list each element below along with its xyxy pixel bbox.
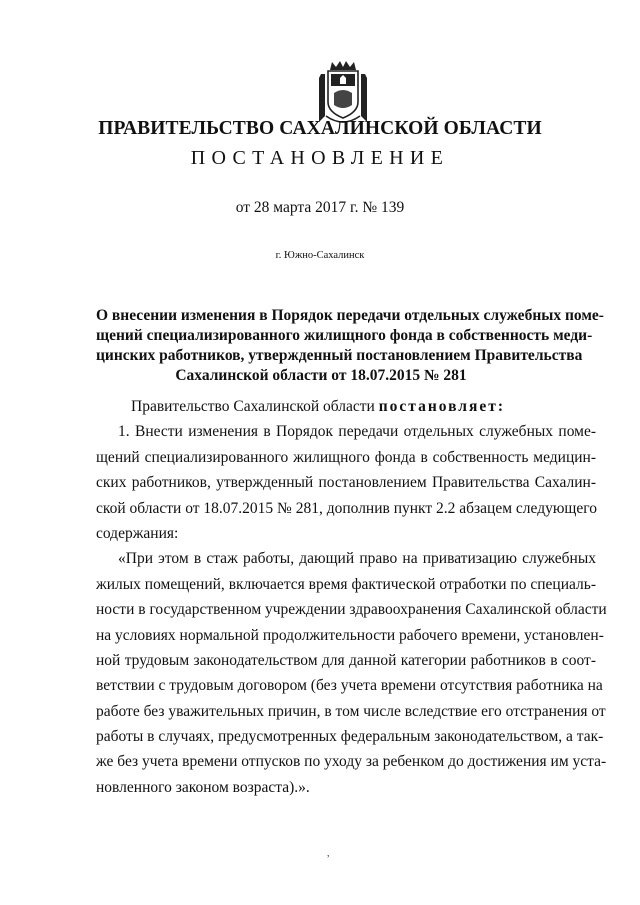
quote-line: ной трудовым законодательством для данной категории работников в соот- [96, 651, 596, 669]
heading-line: Сахалинской области от 18.07.2015 № 281 [175, 367, 467, 384]
document-body [96, 394, 607, 800]
preamble [96, 394, 596, 419]
item-1-line: ской области от 18.07.2015 № 281, дополнив пункт 2.2 абзацем следующего [96, 499, 597, 517]
preamble-text: Правительство Сахалинской области [131, 398, 379, 415]
quote-line: «При этом в стаж работы, дающий право на приватизацию служебных [118, 550, 596, 568]
quote-line: же без учета времени отпусков по уходу за ребенком до достижения им уста- [96, 753, 607, 771]
quote-line: жилых помещений, включается время фактической отработки по специаль- [96, 575, 596, 593]
item-1-line: щений специализированного жилищного фонда в собственность медицин- [96, 448, 596, 466]
document-type: ПОСТАНОВЛЕНИЕ [190, 147, 450, 169]
date-and-number: от 28 марта 2017 г. № 139 [235, 199, 405, 216]
item-1-line: 1. Внести изменения в Порядок передачи отдельных служебных поме- [118, 423, 596, 441]
heading-line: цинских работников, утвержденный постановлением Правительства [96, 347, 583, 364]
city: г. Южно-Сахалинск [275, 250, 365, 261]
item-1-line: ских работников, утвержденный постановлением Правительства Сахалин- [96, 474, 596, 492]
quote-line: на условиях нормальной продолжительности рабочего времени, установлен- [96, 626, 604, 644]
coat-of-arms-icon [316, 60, 370, 126]
document-heading [96, 306, 604, 386]
heading-line: О внесении изменения в Порядок передачи отдельных служебных поме- [96, 307, 604, 324]
heading-line: щений специализированного жилищного фонда в собственность меди- [96, 327, 593, 344]
quote-line: ности в государственном учреждении здравоохранения Сахалинской области [96, 601, 607, 619]
quote-line: работе без уважительных причин, в том числе вследствие его отстранения от [96, 702, 606, 720]
quote-line: работы в случаях, предусмотренных федеральным законодательством, а так- [96, 728, 604, 746]
page-mark: , [327, 848, 330, 859]
item-1-line: содержания: [96, 524, 179, 542]
government-title: ПРАВИТЕЛЬСТВО САХАЛИНСКОЙ ОБЛАСТИ [98, 118, 542, 139]
quote-line: ветствии с трудовым договором (без учета времени отсутствия работника на [96, 677, 603, 695]
preamble-verb: постановляет: [378, 398, 506, 415]
quote-line: новленного законом возраста).». [96, 778, 310, 796]
